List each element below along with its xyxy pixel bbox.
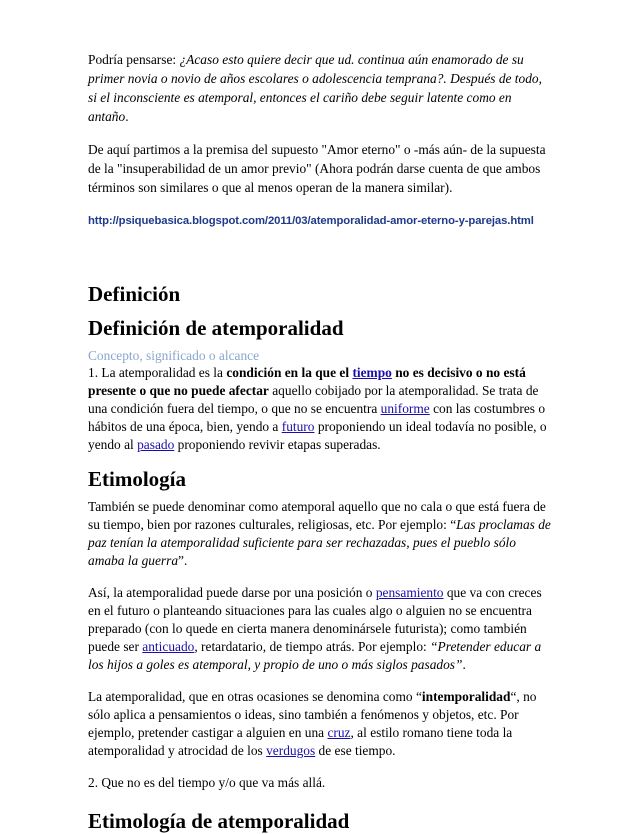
link-cruz[interactable]: cruz [327, 725, 351, 740]
etim3-text-3: , al estilo romano tiene toda la atemporalidad y atrocidad de los [88, 725, 513, 758]
intro-italic-question: ¿Acaso esto quiere decir que ud. continua aún enamorado de su primer novia o novio de años escolares o adolescencia temprana?. Después de todo, si el inconsciente es atemporal, entonces el cariño debe seguir latente como en antaño [88, 52, 542, 124]
heading-definicion: Definición [88, 282, 181, 306]
definition-2: 2. Que no es del tiempo y/o que va más allá. [88, 775, 326, 790]
link-pensamiento[interactable]: pensamiento [375, 585, 444, 600]
link-anticuado[interactable]: anticuado [142, 639, 195, 654]
def1-text-5: proponiendo revivir etapas superadas. [174, 437, 381, 452]
etim1-text: También se puede denominar como atemporal aquello que no cala o que está fuera de su tiempo, bien por razones culturales, religiosas, etc. Por ejemplo: “ [88, 499, 546, 532]
etimologia-paragraph-2 [88, 584, 554, 674]
intro-paragraph-2: De aquí partimos a la premisa del supuesto "Amor eterno" o -más aún- de la supuesta de la "insuperabilidad de un amor previo" (Ahora podrán darse cuenta de que ambos términos son similares o que al menos operan de la manera similar). [88, 142, 546, 195]
etimologia-paragraph-3 [88, 688, 554, 760]
etim2-italic-example: “Pretender educar a los hijos a goles es atemporal, y propio de uno o más siglos pasados” [88, 639, 542, 672]
def1-text: 1. La atemporalidad es la [88, 365, 227, 380]
heading-definicion-atemporalidad: Definición de atemporalidad [88, 316, 344, 340]
etim3-bold-intemporalidad: intemporalidad [421, 689, 511, 704]
intro-text: Podría pensarse: [88, 52, 180, 67]
etim1-italic-example: Las proclamas de paz tenían la atemporalidad suficiente para ser rechazadas, pues el pueblo sólo amaba la guerra [88, 517, 551, 568]
def1-text-2: aquello cobijado por la atemporalidad. Se trata de una condición fuera del tiempo, o que no se encuentra [88, 383, 539, 416]
def1-bold-2: no es decisivo o no está presente o que no puede afectar [88, 365, 526, 398]
etim3-text: La atemporalidad, que en otras ocasiones se denomina como “ [88, 689, 422, 704]
concepto-label: Concepto, significado o alcance [88, 348, 260, 363]
link-tiempo[interactable]: tiempo [352, 365, 392, 380]
etim3-text-2: “, no sólo aplica a pensamientos o ideas, sino también a fenómenos y objetos, etc. Por ejemplo, pretender castigar a alguien en una [88, 689, 537, 740]
etimologia-paragraph-1 [88, 498, 554, 570]
etim2-text: Así, la atemporalidad puede darse por una posición o [88, 585, 376, 600]
link-uniforme[interactable]: uniforme [380, 401, 430, 416]
def1-bold: condición en la que el [226, 365, 353, 380]
etim3-text-end: de ese tiempo. [315, 743, 396, 758]
heading-etimologia: Etimología [88, 467, 186, 491]
intro-text-end: . [125, 109, 129, 124]
etim2-text-end: . [462, 657, 466, 672]
etim2-text-2: que va con creces en el futuro o planteando situaciones para las cuales algo o alguien no se encuentra preparado (con lo quede en cierta manera denominársele futurista); como también puede ser [88, 585, 542, 654]
etim2-text-3: , retardatario, de tiempo atrás. Por ejemplo: [194, 639, 431, 654]
heading-etimologia-atemporalidad: Etimología de atemporalidad [88, 809, 350, 833]
def1-text-4: proponiendo un ideal todavía no posible, o yendo al [88, 419, 547, 452]
link-pasado[interactable]: pasado [137, 437, 175, 452]
etim1-text-end: ”. [178, 553, 188, 568]
intro-paragraph-1 [88, 50, 554, 126]
link-verdugos[interactable]: verdugos [266, 743, 316, 758]
definition-1 [88, 364, 554, 454]
def1-text-3: con las costumbres o hábitos de una época, bien, yendo a [88, 401, 546, 434]
source-url[interactable]: http://psiquebasica.blogspot.com/2011/03/atemporalidad-amor-eterno-y-parejas.html [88, 215, 534, 227]
link-futuro[interactable]: futuro [281, 419, 315, 434]
